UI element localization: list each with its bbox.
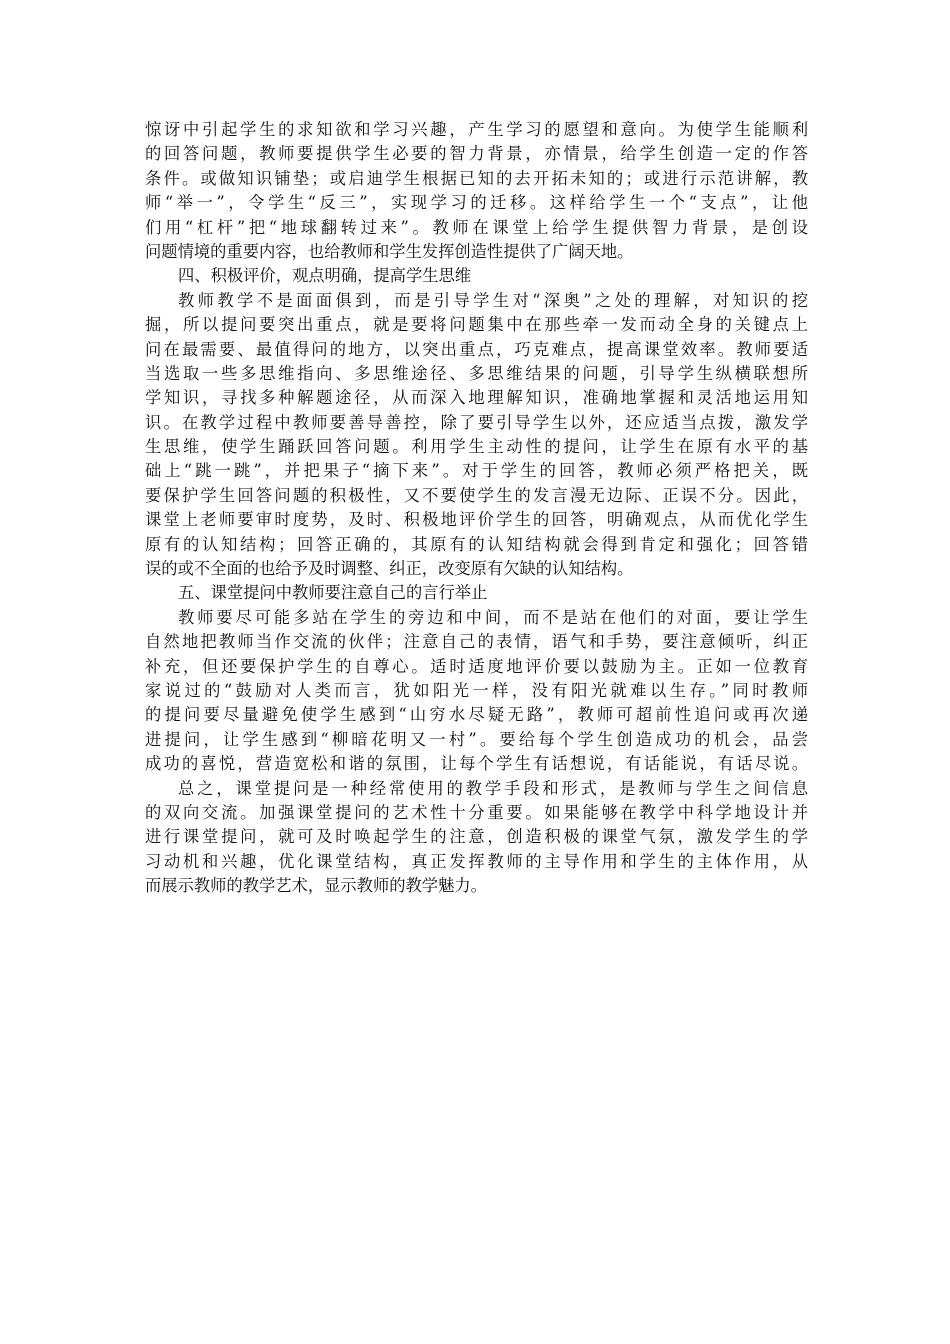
text-line: 四、积极评价，观点明确，提高学生思维	[178, 266, 472, 286]
document-body	[145, 118, 808, 899]
text-line: 教师要尽可能多站在学生的旁边和中间，而不是站在他们的对面，要让学生	[178, 607, 808, 627]
text-line: 当选取一些多思维指向、多思维途径、多思维结果的问题，引导学生纵横联想所	[145, 363, 808, 383]
text-line: 师“举一”，令学生“反三”，实现学习的迁移。这样给学生一个“支点”，让他	[145, 193, 808, 213]
text-line: 础上“跳一跳”，并把果子“摘下来”。对于学生的回答，教师必须严格把关，既	[145, 461, 808, 481]
text-line: 们用“杠杆”把“地球翻转过来”。教师在课堂上给学生提供智力背景，是创设	[145, 217, 808, 237]
text-line: 识。在教学过程中教师要善导善控，除了要引导学生以外，还应适当点拨，激发学	[145, 412, 808, 432]
text-line: 生思维，使学生踊跃回答问题。利用学生主动性的提问，让学生在原有水平的基	[145, 437, 808, 457]
text-line: 问题情境的重要内容，也给教师和学生发挥创造性提供了广阔天地。	[145, 241, 634, 261]
text-line: 掘，所以提问要突出重点，就是要将问题集中在那些牵一发而动全身的关键点上	[145, 315, 808, 335]
text-line: 而展示教师的教学艺术，显示教师的教学魅力。	[145, 876, 487, 896]
text-line: 家说过的“鼓励对人类而言，犹如阳光一样，没有阳光就难以生存。”同时教师	[145, 680, 808, 700]
text-line: 惊讶中引起学生的求知欲和学习兴趣，产生学习的愿望和意向。为使学生能顺利	[145, 120, 808, 139]
text-line: 自然地把教师当作交流的伙伴；注意自己的表情，语气和手势，要注意倾听，纠正	[145, 632, 808, 652]
text-line: 补充，但还要保护学生的自尊心。适时适度地评价要以鼓励为主。正如一位教育	[145, 656, 808, 676]
text-line: 成功的喜悦，营造宽松和谐的氛围，让每个学生有话想说，有话能说，有话尽说。	[145, 754, 808, 774]
text-line: 学知识，寻找多种解题途径，从而深入地理解知识，准确地掌握和灵活地运用知	[145, 388, 808, 408]
text-line: 五、课堂提问中教师要注意自己的言行举止	[178, 583, 488, 603]
text-line: 条件。或做知识铺垫；或启迪学生根据已知的去开拓未知的；或进行示范讲解，教	[145, 168, 808, 188]
text-line: 教师教学不是面面俱到，而是引导学生对“深奥”之处的理解，对知识的挖	[178, 290, 808, 310]
text-line: 问在最需要、最值得问的地方，以突出重点，巧克难点，提高课堂效率。教师要适	[145, 339, 808, 359]
text-line: 要保护学生回答问题的积极性，又不要使学生的发言漫无边际、正误不分。因此，	[145, 485, 808, 505]
text-line: 进行课堂提问，就可及时唤起学生的注意，创造积极的课堂气氛，激发学生的学	[145, 827, 808, 847]
text-line: 课堂上老师要审时度势，及时、积极地评价学生的回答，明确观点，从而优化学生	[145, 510, 808, 530]
text-line: 习动机和兴趣，优化课堂结构，真正发挥教师的主导作用和学生的主体作用，从	[145, 851, 808, 871]
text-line: 的回答问题，教师要提供学生必要的智力背景，亦情景，给学生创造一定的作答	[145, 144, 808, 164]
text-line: 总之，课堂提问是一种经常使用的教学手段和形式，是教师与学生之间信息	[178, 778, 808, 798]
text-line: 原有的认知结构；回答正确的，其原有的认知结构就会得到肯定和强化；回答错	[145, 534, 808, 554]
text-line: 的双向交流。加强课堂提问的艺术性十分重要。如果能够在教学中科学地设计并	[145, 802, 808, 822]
text-line: 的提问要尽量避免使学生感到“山穷水尽疑无路”，教师可超前性追问或再次递	[145, 705, 808, 725]
text-line: 进提问，让学生感到“柳暗花明又一村”。要给每个学生创造成功的机会，品尝	[145, 729, 808, 749]
text-line: 误的或不全面的也给予及时调整、纠正，改变原有欠缺的认知结构。	[145, 559, 634, 579]
